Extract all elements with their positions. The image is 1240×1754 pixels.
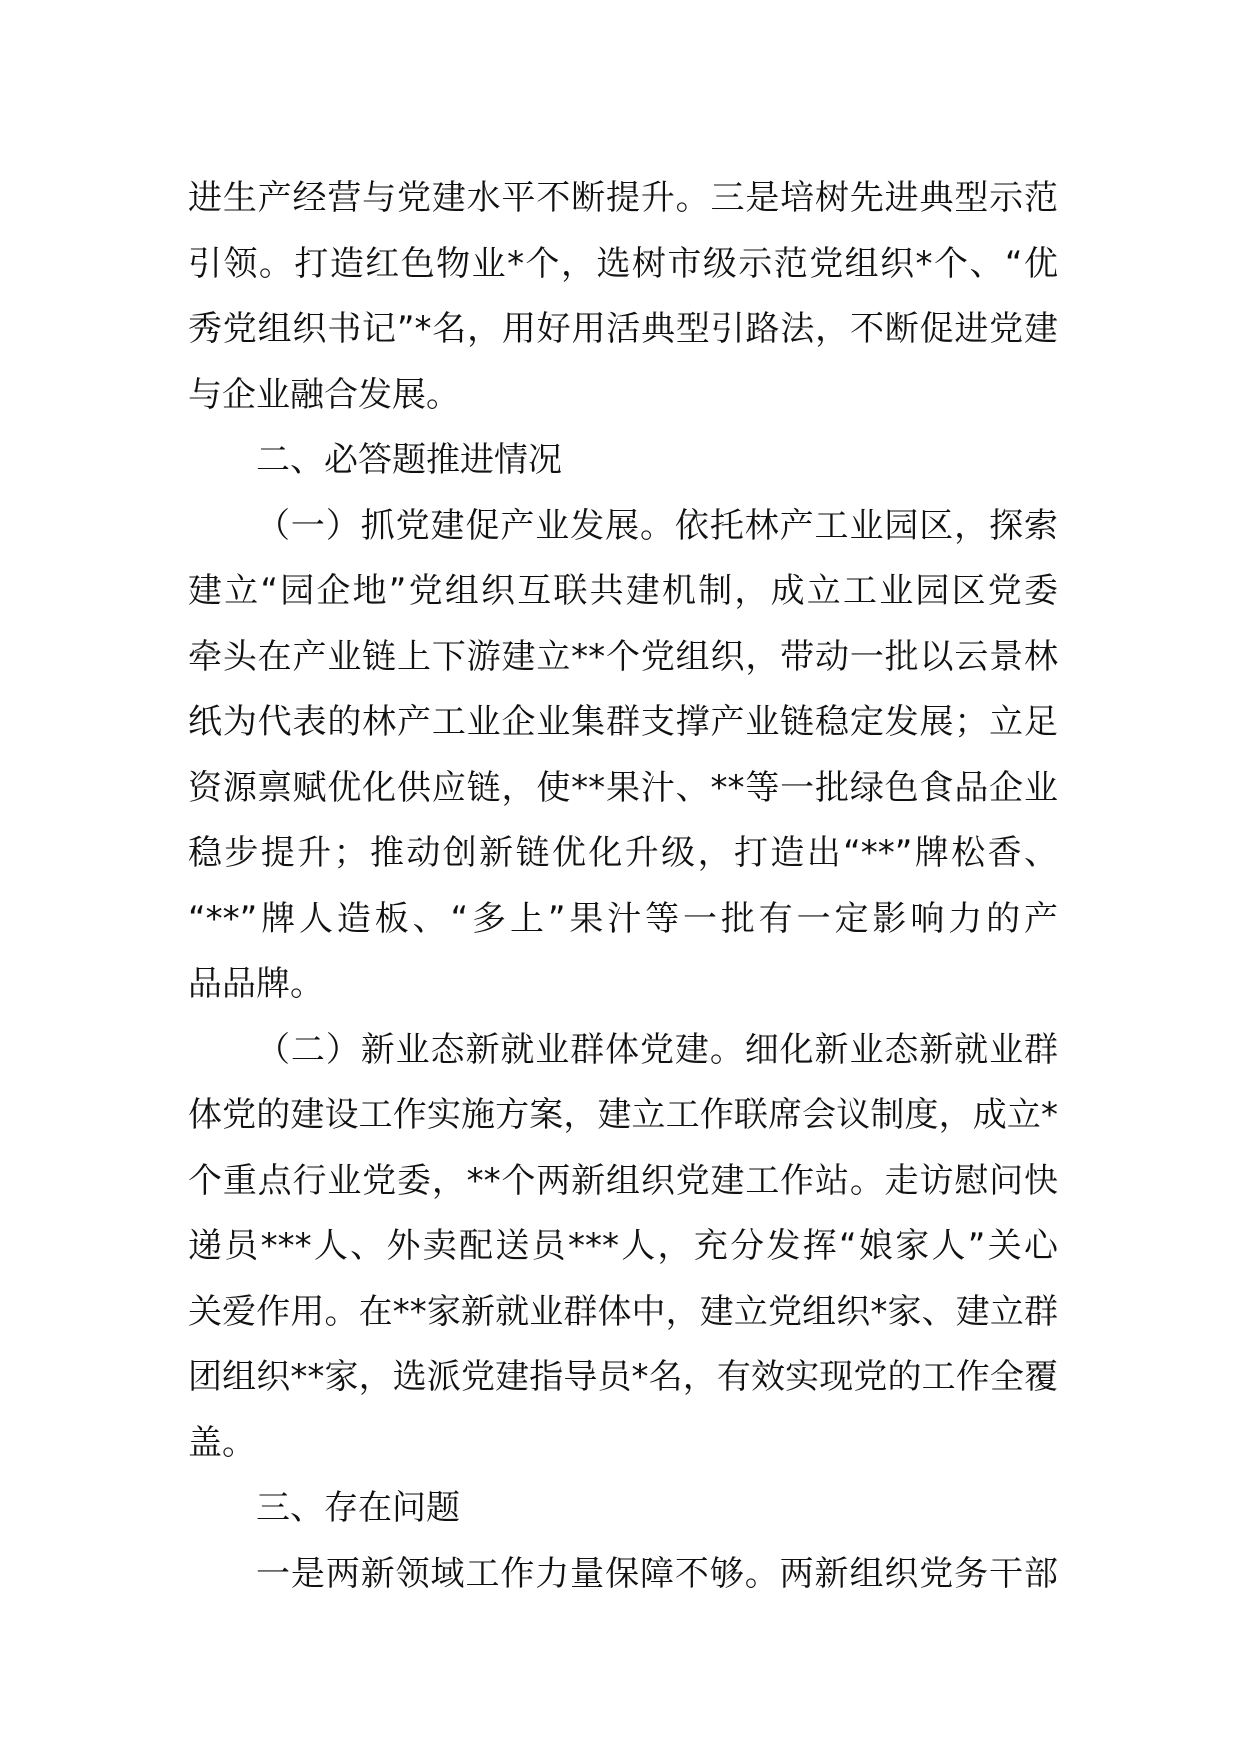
text-line: 稳步提升；推动创新链优化升级，打造出“**”牌松香、: [188, 833, 1058, 873]
text-line: 体党的建设工作实施方案，建立工作联席会议制度，成立*: [188, 1095, 1058, 1135]
text-line: 盖。: [188, 1422, 256, 1463]
text-line: 牵头在产业链上下游建立**个党组织，带动一批以云景林: [188, 636, 1058, 677]
text-line: 引领。打造红色物业*个，选树市级示范党组织*个、“优: [188, 243, 1058, 284]
text-line: 个重点行业党委，**个两新组织党建工作站。走访慰问快: [188, 1160, 1058, 1201]
text-line: 秀党组织书记”*名，用好用活典型引路法，不断促进党建: [188, 309, 1058, 349]
text-line: 团组织**家，选派党建指导员*名，有效实现党的工作全覆: [188, 1357, 1058, 1397]
section-heading-3: 三、存在问题: [256, 1488, 460, 1528]
subsection-heading-1: （一）抓党建促产业发展。依托林产工业园区，探索: [256, 505, 1058, 546]
text-line: “**”牌人造板、“多上”果汁等一批有一定影响力的产: [188, 898, 1058, 939]
section-heading-2: 二、必答题推进情况: [256, 440, 562, 480]
document-body: [188, 166, 1058, 1607]
text-line: 进生产经营与党建水平不断提升。三是培树先进典型示范: [188, 178, 1058, 218]
text-line: 与企业融合发展。: [188, 374, 460, 415]
text-line: 纸为代表的林产工业企业集群支撑产业链稳定发展；立足: [188, 702, 1058, 742]
text-line: 递员***人、外卖配送员***人，充分发挥“娘家人”关心: [188, 1226, 1058, 1266]
text-line: 关爱作用。在**家新就业群体中，建立党组织*家、建立群: [188, 1291, 1058, 1332]
text-line: 建立“园企地”党组织互联共建机制，成立工业园区党委: [188, 571, 1058, 611]
subsection-heading-2: （二）新业态新就业群体党建。细化新业态新就业群: [256, 1029, 1058, 1070]
text-line: 品品牌。: [188, 964, 324, 1004]
text-line: 一是两新领域工作力量保障不够。两新组织党务干部: [256, 1553, 1058, 1594]
text-line: 资源禀赋优化供应链，使**果汁、**等一批绿色食品企业: [188, 767, 1058, 808]
